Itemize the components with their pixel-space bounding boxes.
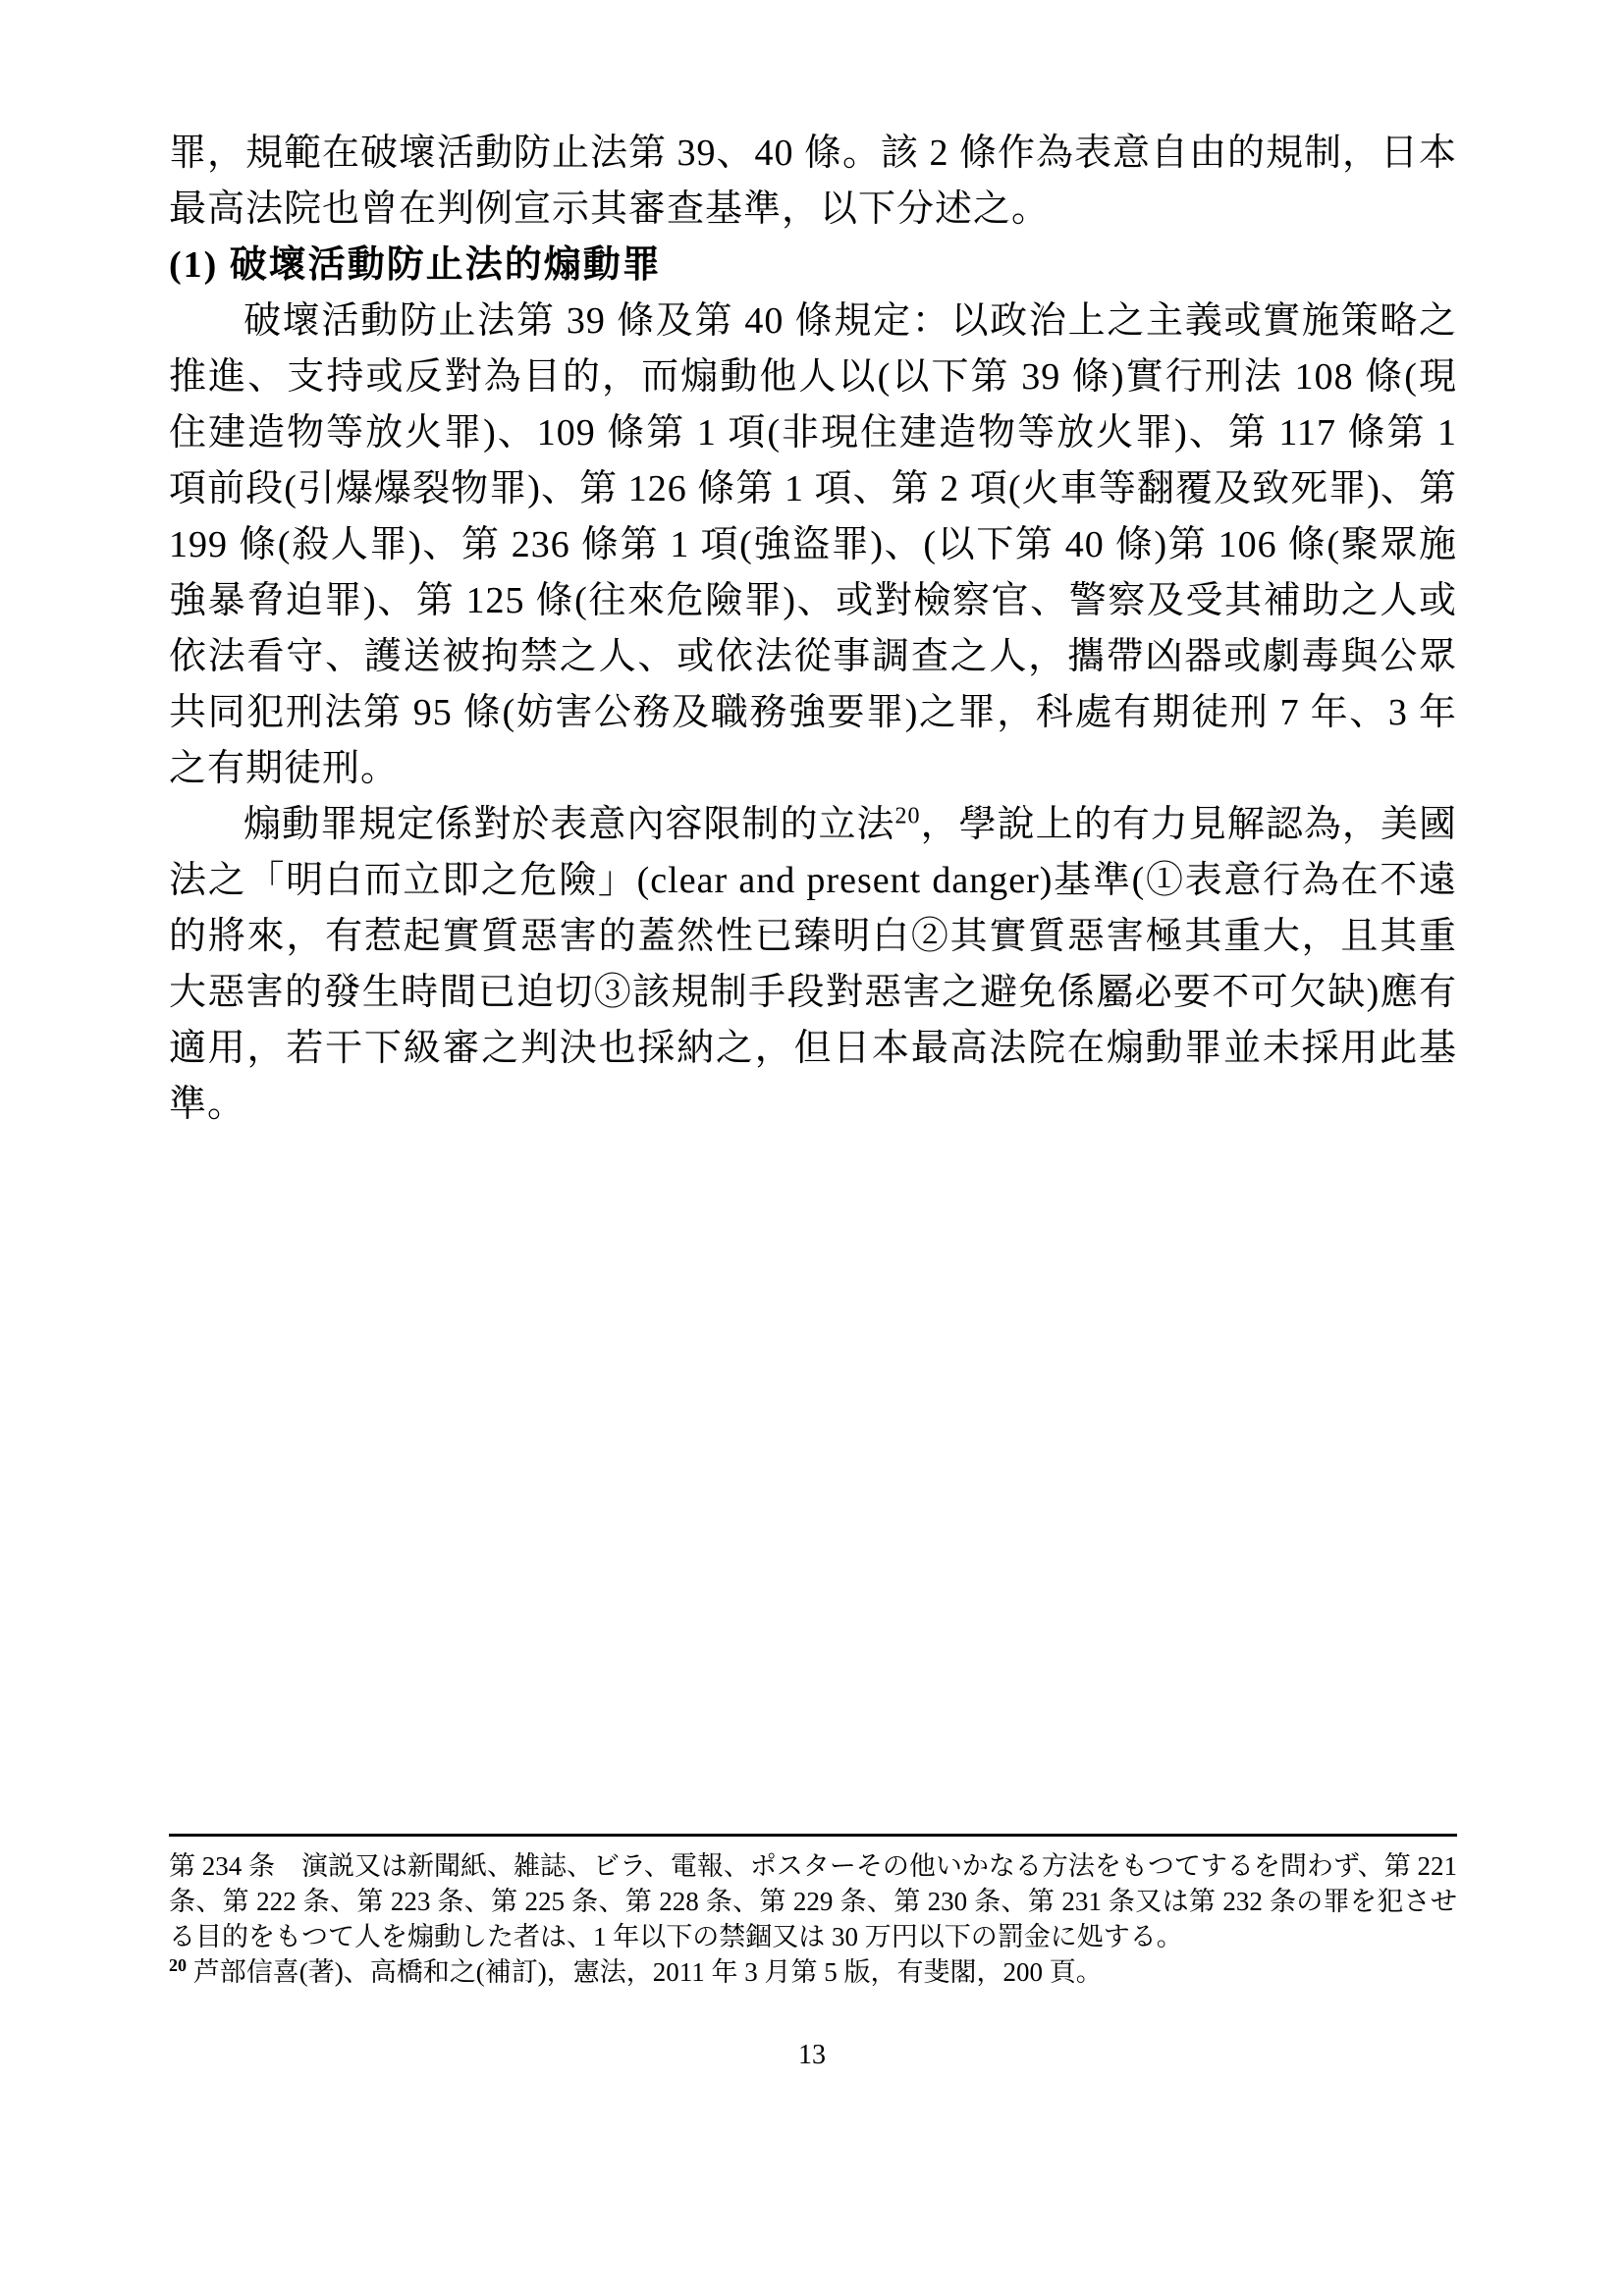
- paragraph-text-after-ref: ，學說上的有力見解認為，美國法之「明白而立即之危險」(clear and present danger)基準(①表意行為在不遠的將來，有惹起實質惡害的蓋然性已臻明白②其實質惡害極其重大，且其重大惡害的發生時間已迫切③該規制手段對惡害之避免係屬必要不可欠缺)應有適用，若干下級審之判決也採納之，但日本最高法院在煽動罪並未採用此基準。: [169, 804, 1457, 1125]
- footnote-continuation: 第 234 条 演説又は新聞紙、雑誌、ビラ、電報、ポスターその他いかなる方法をもつてするを問わず、第 221 条、第 222 条、第 223 条、第 225 条、第 228 条、第 229 条、第 230 条、第 231 条又は第 232 条の罪を犯させる目的をもつて人を煽動した者は、1 年以下の禁錮又は 30 万円以下の罰金に処する。: [169, 1851, 1457, 1951]
- footnote-ref-20: 20: [894, 803, 921, 829]
- body-paragraph-1: 罪，規範在破壞活動防止法第 39、40 條。該 2 條作為表意自由的規制，日本最高法院也曾在判例宣示其審查基準，以下分述之。: [169, 133, 1458, 230]
- footnote-separator: [169, 1834, 1457, 1837]
- footnote-20-marker: 20: [169, 1955, 187, 1975]
- footnote-20-text: 芦部信喜(著)、高橋和之(補訂)，憲法，2011 年 3 月第 5 版，有斐閣，200 頁。: [192, 1957, 1103, 1987]
- section-heading: (1) 破壞活動防止法的煽動罪: [169, 244, 662, 286]
- footnote-area: [169, 1834, 1457, 1990]
- body-text: [169, 126, 1457, 1133]
- body-paragraph-3: [169, 797, 1457, 1133]
- page-number: 13: [798, 2040, 826, 2070]
- body-paragraph-2: 破壞活動防止法第 39 條及第 40 條規定：以政治上之主義或實施策略之推進、支持或反對為目的，而煽動他人以(以下第 39 條)實行刑法 108 條(現住建造物等放火罪)、109 條第 1 項(非現住建造物等放火罪)、第 117 條第 1 項前段(引爆爆裂物罪)、第 126 條第 1 項、第 2 項(火車等翻覆及致死罪)、第 199 條(殺人罪)、第 236 條第 1 項(強盜罪)、(以下第 40 條)第 106 條(聚眾施強暴脅迫罪)、第 125 條(往來危險罪)、或對檢察官、警察及受其補助之人或依法看守、護送被拘禁之人、或依法從事調查之人，攜帶凶器或劇毒與公眾共同犯刑法第 95 條(妨害公務及職務強要罪)之罪，科處有期徒刑 7 年、3 年之有期徒刑。: [169, 300, 1457, 789]
- footnote-20: [169, 1954, 1457, 1990]
- paragraph-text-before-ref: 煽動罪規定係對於表意內容限制的立法: [244, 804, 895, 845]
